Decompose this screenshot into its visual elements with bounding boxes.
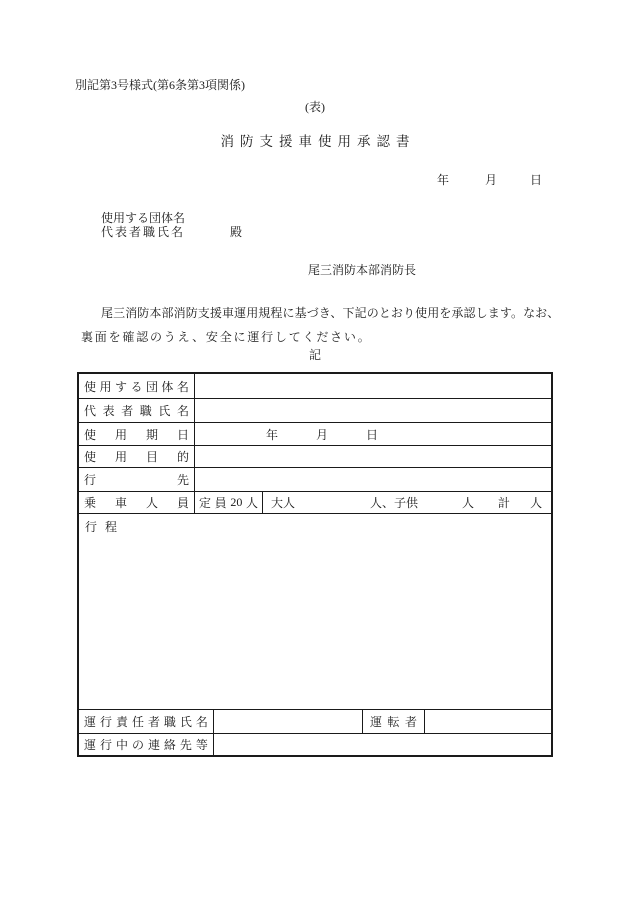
driver-label: 運 転 者: [363, 710, 425, 733]
itinerary-cell: 行程: [85, 520, 126, 534]
passengers-capacity: 定 員 20 人: [195, 492, 263, 513]
table-row-destination: [79, 468, 551, 492]
table-row-operation-manager: [79, 710, 551, 734]
operation-manager-label: 運 行 責 任 者 職 氏 名: [79, 710, 214, 733]
driver-value-cell: [425, 710, 551, 733]
passengers-total-label: 計: [498, 496, 511, 510]
addressee-block: [101, 211, 242, 239]
table-row-itinerary: [79, 514, 551, 710]
contact-label: 運 行 中 の 連 絡 先 等: [79, 734, 214, 755]
passengers-total-unit: 人: [530, 496, 543, 510]
header-date-year: 年: [437, 173, 450, 187]
page-title: 消防支援車使用承認書: [220, 134, 416, 149]
issuer-name: 尾三消防本部消防長: [308, 263, 417, 277]
table-row-purpose: [79, 446, 551, 468]
passengers-adult-child-unit: 人、子供: [370, 496, 419, 510]
use-date-label: 使 用 期 日: [79, 423, 195, 445]
header-date-month: 月: [485, 173, 498, 187]
passengers-child-unit: 人: [462, 496, 475, 510]
addressee-rep-line: [101, 225, 242, 239]
organization-value-cell: [195, 374, 551, 398]
representative-label: 代 表 者 職 氏 名: [79, 399, 195, 422]
addressee-honorific: 殿: [230, 225, 243, 239]
side-label: (表): [305, 100, 325, 114]
contact-value-cell: [214, 734, 551, 755]
passengers-breakdown-cell: [263, 492, 551, 513]
notation-mark: 記: [308, 348, 321, 362]
use-date-month: 月: [316, 427, 329, 442]
table-row-organization: [79, 374, 551, 399]
operation-manager-value-cell: [214, 710, 363, 733]
form-number: 別記第3号様式(第6条第3項関係): [75, 78, 245, 92]
use-date-year: 年: [266, 427, 279, 442]
use-date-day: 日: [366, 427, 379, 442]
destination-label: 行 先: [79, 468, 195, 491]
addressee-rep-label: 代表者職氏名: [101, 225, 186, 239]
table-row-use-date: [79, 423, 551, 446]
table-row-contact: [79, 734, 551, 755]
body-paragraph: [81, 301, 563, 349]
header-date-line: [437, 173, 542, 187]
use-date-value-cell: [195, 423, 551, 445]
destination-value-cell: [195, 468, 551, 491]
header-date-day: 日: [530, 173, 543, 187]
organization-label: 使 用 す る 団 体 名: [79, 374, 195, 398]
table-row-representative: [79, 399, 551, 423]
passengers-adult-label: 大人: [271, 496, 296, 510]
body-line-1: 尾三消防本部消防支援車運用規程に基づき、下記のとおり使用を承認します。なお、: [101, 306, 560, 320]
table-row-passengers: [79, 492, 551, 514]
purpose-value-cell: [195, 446, 551, 467]
body-line-2: 裏面を確認のうえ、安全に運行してください。: [81, 330, 372, 344]
representative-value-cell: [195, 399, 551, 422]
passengers-label: 乗 車 人 員: [79, 492, 195, 513]
approval-form-table: [77, 372, 553, 757]
addressee-org-label: 使用する団体名: [101, 211, 186, 225]
purpose-label: 使 用 目 的: [79, 446, 195, 467]
